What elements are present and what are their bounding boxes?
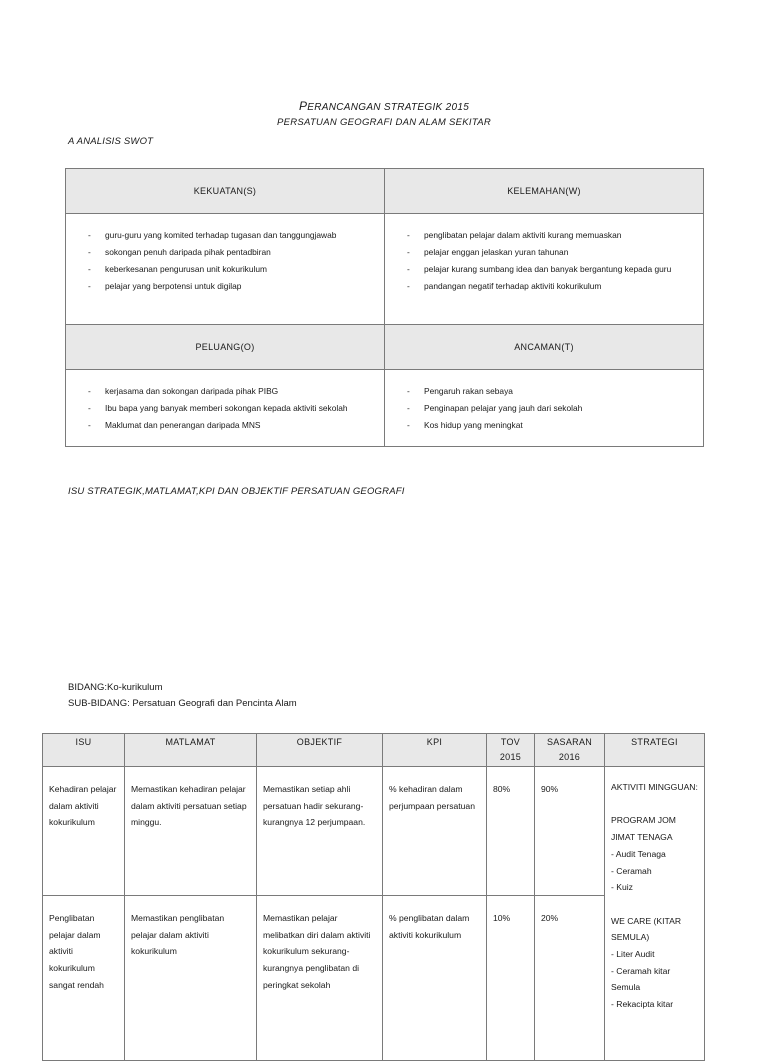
- col-header-matlamat: MATLAMAT: [125, 734, 257, 767]
- col-header-strategi: STRATEGI: [605, 734, 705, 767]
- cell-strategi: AKTIVITI MINGGUAN: PROGRAM JOM JIMAT TENAGA - Audit Tenaga - Ceramah - Kuiz WE CARE (KITAR SEMULA) - Liter Audit - Ceramah kitar Semula - Rekacipta kitar: [605, 767, 705, 1061]
- col-header-tov: TOV 2015: [487, 734, 535, 767]
- list-item: - guru-guru yang komited terhadap tugasan dan tanggungjawab: [88, 230, 337, 240]
- list-item: - penglibatan pelajar dalam aktiviti kurang memuaskan: [407, 230, 622, 240]
- cell-tov: 10%: [487, 896, 535, 1061]
- list-item: - keberkesanan pengurusan unit kokurikulum: [88, 264, 268, 274]
- cell-sasaran: 90%: [535, 767, 605, 896]
- list-item: - Pengaruh rakan sebaya: [407, 386, 513, 396]
- list-item: - Kos hidup yang meningkat: [407, 420, 523, 430]
- cell-sasaran: 20%: [535, 896, 605, 1061]
- swot-header-peluang: PELUANG(O): [66, 325, 385, 370]
- list-item: - Maklumat dan penerangan daripada MNS: [88, 420, 261, 430]
- cell-isu: Penglibatan pelajar dalam aktiviti kokurikulum sangat rendah: [43, 896, 125, 1061]
- swot-header-ancaman: ANCAMAN(T): [385, 325, 704, 370]
- list-item: - sokongan penuh daripada pihak pentadbiran: [88, 247, 271, 257]
- cell-objektif: Memastikan pelajar melibatkan diri dalam aktiviti kokurikulum sekurang-kurangnya penglibatan di peringkat sekolah: [257, 896, 383, 1061]
- swot-cell-peluang: [66, 370, 385, 447]
- sub-bidang-label: SUB-BIDANG: Persatuan Geografi dan Pencinta Alam: [68, 698, 297, 709]
- swot-cell-kekuatan: [66, 214, 385, 325]
- swot-header-kekuatan: KEKUATAN(S): [66, 169, 385, 214]
- cell-matlamat: Memastikan penglibatan pelajar dalam aktiviti kokurikulum: [125, 896, 257, 1061]
- swot-cell-kelemahan: [385, 214, 704, 325]
- section-heading-swot: A ANALISIS SWOT: [68, 136, 154, 147]
- cell-matlamat: Memastikan kehadiran pelajar dalam aktiviti persatuan setiap minggu.: [125, 767, 257, 896]
- table-row: [43, 767, 705, 896]
- list-item: - Penginapan pelajar yang jauh dari sekolah: [407, 403, 583, 413]
- list-item: - kerjasama dan sokongan daripada pihak PIBG: [88, 386, 279, 396]
- list-item: - pandangan negatif terhadap aktiviti kokurikulum: [407, 281, 602, 291]
- document-title: PERANCANGAN STRATEGIK 2015: [298, 99, 470, 113]
- cell-kpi: % penglibatan dalam aktiviti kokurikulum: [383, 896, 487, 1061]
- section-heading-isu: ISU STRATEGIK,MATLAMAT,KPI DAN OBJEKTIF PERSATUAN GEOGRAFI: [68, 486, 405, 497]
- list-item: - pelajar yang berpotensi untuk digilap: [88, 281, 242, 291]
- isu-strategik-table: [42, 733, 705, 1061]
- cell-isu: Kehadiran pelajar dalam aktiviti kokurikulum: [43, 767, 125, 896]
- col-header-sasaran: SASARAN 2016: [535, 734, 605, 767]
- cell-tov: 80%: [487, 767, 535, 896]
- col-header-isu: ISU: [43, 734, 125, 767]
- col-header-objektif: OBJEKTIF: [257, 734, 383, 767]
- bidang-label: BIDANG:Ko-kurikulum: [68, 682, 163, 693]
- swot-cell-ancaman: [385, 370, 704, 447]
- list-item: - Ibu bapa yang banyak memberi sokongan kepada aktiviti sekolah: [88, 403, 348, 413]
- cell-objektif: Memastikan setiap ahli persatuan hadir sekurang-kurangnya 12 perjumpaan.: [257, 767, 383, 896]
- list-item: - pelajar kurang sumbang idea dan banyak bergantung kepada guru: [407, 264, 672, 274]
- swot-header-kelemahan: KELEMAHAN(W): [385, 169, 704, 214]
- list-item: - pelajar enggan jelaskan yuran tahunan: [407, 247, 569, 257]
- cell-kpi: % kehadiran dalam perjumpaan persatuan: [383, 767, 487, 896]
- document-subtitle: PERSATUAN GEOGRAFI DAN ALAM SEKITAR: [276, 117, 492, 128]
- col-header-kpi: KPI: [383, 734, 487, 767]
- swot-table: [65, 168, 704, 447]
